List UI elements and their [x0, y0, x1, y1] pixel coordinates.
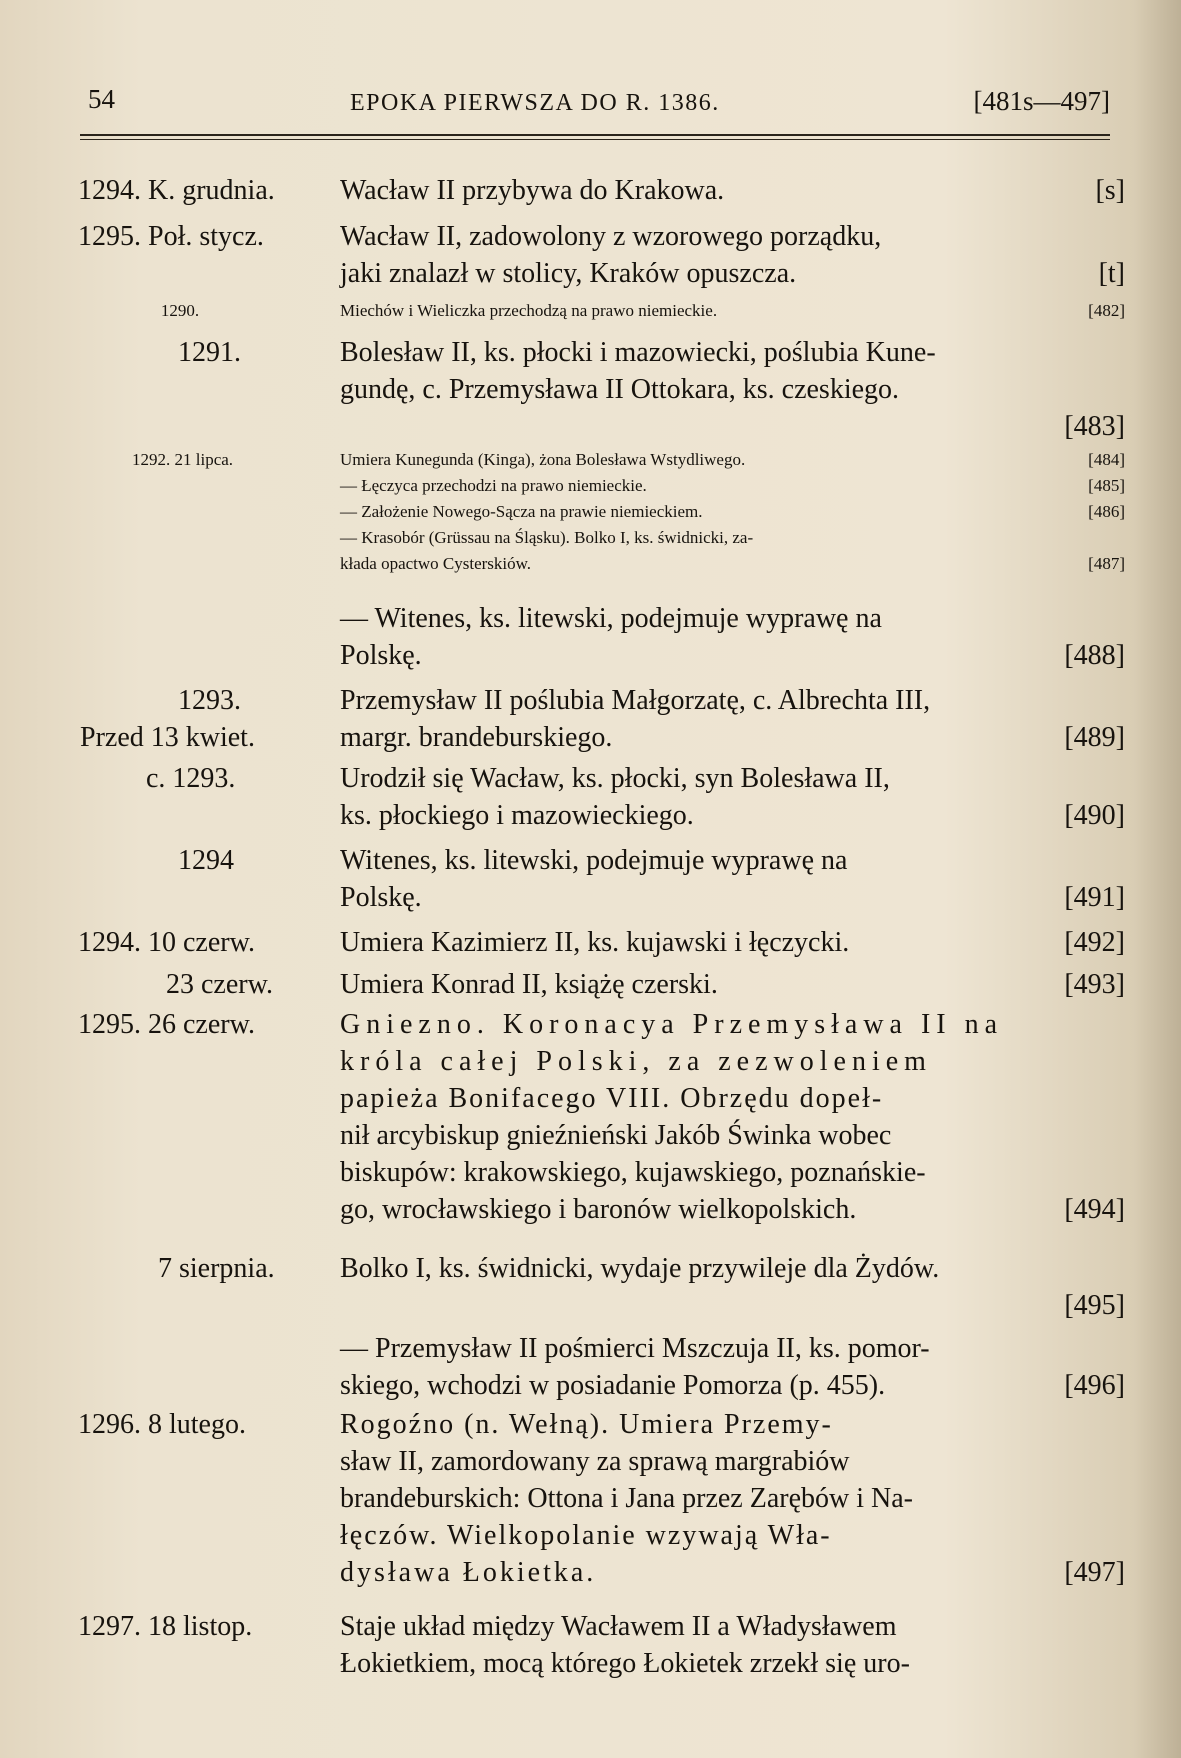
entry-ref: [495] [1064, 1290, 1125, 1321]
entry-ref: [497] [1064, 1557, 1125, 1588]
text-line: — Krasobór (Grüssau na Śląsku). Bolko I, ks. świdnicki, za- [340, 528, 754, 547]
text-line: Wacław II, zadowolony z wzorowego porządku, [340, 221, 882, 252]
text-line: króla całej Polski, za zezwoleniem [340, 1046, 932, 1077]
entry-ref: [490] [1064, 800, 1125, 831]
page-header [80, 84, 1110, 134]
text-line: ks. płockiego i mazowieckiego. [490] [340, 797, 1125, 834]
text-line: Umiera Kazimierz II, ks. kujawski i łęczycki. [492] [340, 924, 1125, 961]
text-line: Gniezno. Koronacya Przemysława II na [340, 1009, 1004, 1040]
entry-text [340, 1406, 1125, 1591]
entry-ref: [496] [1064, 1370, 1125, 1401]
entry-ref: [494] [1064, 1194, 1125, 1225]
entry-text [340, 760, 1125, 834]
entry-ref: [482] [1088, 301, 1125, 320]
header-rule-thin [80, 139, 1110, 140]
entry-date: 7 sierpnia. [158, 1253, 275, 1284]
entry-text [340, 172, 1125, 209]
text-line: gundę, c. Przemysława II Ottokara, ks. czeskiego. [340, 374, 900, 405]
text-line: Urodził się Wacław, ks. płocki, syn Bolesława II, [340, 763, 890, 794]
entry-text [340, 218, 1125, 292]
entry-date: 1291. [178, 337, 241, 368]
entry-ref: [491] [1064, 882, 1125, 913]
entry-text [340, 1330, 1125, 1404]
entry-date: 1293. [178, 685, 241, 716]
text-line: kłada opactwo Cysterskiów. [487] [340, 551, 1125, 577]
entry-ref: [t] [1098, 258, 1125, 289]
text-line: brandeburskich: Ottona i Jana przez Zarębów i Na- [340, 1483, 913, 1514]
text-line: dysława Łokietka. [497] [340, 1554, 1125, 1591]
text-line: Rogoźno (n. Wełną). Umiera Przemy- [340, 1409, 833, 1440]
text-line: Witenes, ks. litewski, podejmuje wyprawę na [340, 845, 848, 876]
text-line: jaki znalazł w stolicy, Kraków opuszcza. [t] [340, 255, 1125, 292]
text-line [340, 408, 1125, 445]
entry-text [340, 600, 1125, 674]
entry-date: 1294 [178, 845, 234, 876]
text-line: Polskę. [488] [340, 637, 1125, 674]
text-line: Staje układ między Wacławem II a Władysławem [340, 1611, 897, 1642]
text-line [340, 1287, 1125, 1324]
entry-date: 1292. 21 lipca. [132, 450, 234, 469]
text-line: Miechów i Wieliczka przechodzą na prawo niemieckie. [482] [340, 298, 1125, 324]
entry-date: 1295. Poł. stycz. [78, 221, 264, 252]
entry-range: [481s—497] [973, 86, 1110, 116]
text-line: Umiera Konrad II, książę czerski. [493] [340, 966, 1125, 1003]
text-line: Polskę. [491] [340, 879, 1125, 916]
entry-ref: [486] [1088, 502, 1125, 521]
text-line: łęczów. Wielkopolanie wzywają Wła- [340, 1520, 832, 1551]
text-line: Wacław II przybywa do Krakowa. [s] [340, 172, 1125, 209]
entry-date: 1297. 18 listop. [78, 1611, 253, 1642]
header-rule [80, 134, 1110, 136]
entry-date: c. 1293. [146, 763, 236, 794]
entry-text [340, 1006, 1125, 1228]
entry-date-secondary: Przed 13 kwiet. [80, 722, 255, 753]
text-line: Bolko I, ks. świdnicki, wydaje przywileje dla Żydów. [340, 1253, 940, 1284]
text-line: Bolesław II, ks. płocki i mazowiecki, poślubia Kune- [340, 337, 936, 368]
entry-date: 1294. K. grudnia. [78, 175, 275, 206]
text-line: nił arcybiskup gnieźnieński Jakób Świnka wobec [340, 1120, 892, 1151]
text-line: — Witenes, ks. litewski, podejmuje wyprawę na [340, 603, 882, 634]
entry-text [340, 1608, 1125, 1682]
entry-ref: [483] [1064, 411, 1125, 442]
entry-ref: [485] [1088, 476, 1125, 495]
text-line: sław II, zamordowany za sprawą margrabiów [340, 1446, 850, 1477]
entry-text [340, 842, 1125, 916]
entry-date: 23 czerw. [166, 969, 274, 1000]
running-title: EPOKA PIERWSZA DO R. 1386. [350, 90, 720, 116]
page-number: 54 [88, 84, 115, 114]
entry-ref: [487] [1088, 554, 1125, 573]
text-line: — Przemysław II pośmierci Mszczuja II, ks. pomor- [340, 1333, 930, 1364]
entry-text [340, 682, 1125, 756]
entry-text [340, 334, 1125, 445]
text-line: go, wrocławskiego i baronów wielkopolskich. [494] [340, 1191, 1125, 1228]
text-line: papieża Bonifacego VIII. Obrzędu dopeł- [340, 1083, 884, 1114]
text-line: biskupów: krakowskiego, kujawskiego, poznańskie- [340, 1157, 926, 1188]
entry-date: 1290. [160, 301, 200, 320]
text-line: skiego, wchodzi w posiadanie Pomorza (p. 455). [496] [340, 1367, 1125, 1404]
entry-ref: [488] [1064, 640, 1125, 671]
entry-date: 1296. 8 lutego. [78, 1409, 246, 1440]
entry-ref: [s] [1095, 175, 1125, 206]
text-line: Przemysław II poślubia Małgorzatę, c. Albrechta III, [340, 685, 931, 716]
text-line: Łokietkiem, mocą którego Łokietek zrzekł się uro- [340, 1648, 910, 1679]
entry-ref: [484] [1088, 450, 1125, 469]
entry-date: 1295. 26 czerw. [78, 1009, 256, 1040]
entry-text [340, 1250, 1125, 1324]
entry-ref: [493] [1064, 969, 1125, 1000]
text-line: — Łęczyca przechodzi na prawo niemieckie. [485] [340, 473, 1125, 499]
text-line: margr. brandeburskiego. [489] [340, 719, 1125, 756]
entry-text [340, 298, 1125, 324]
text-line: — Założenie Nowego-Sącza na prawie niemieckiem. [486] [340, 499, 1125, 525]
entry-date: 1294. 10 czerw. [78, 927, 256, 958]
entry-ref: [489] [1064, 722, 1125, 753]
entry-text [340, 447, 1125, 577]
text-line: Umiera Kunegunda (Kinga), żona Bolesława Wstydliwego. [484] [340, 447, 1125, 473]
entry-text [340, 924, 1125, 961]
entry-text [340, 966, 1125, 1003]
entry-ref: [492] [1064, 927, 1125, 958]
